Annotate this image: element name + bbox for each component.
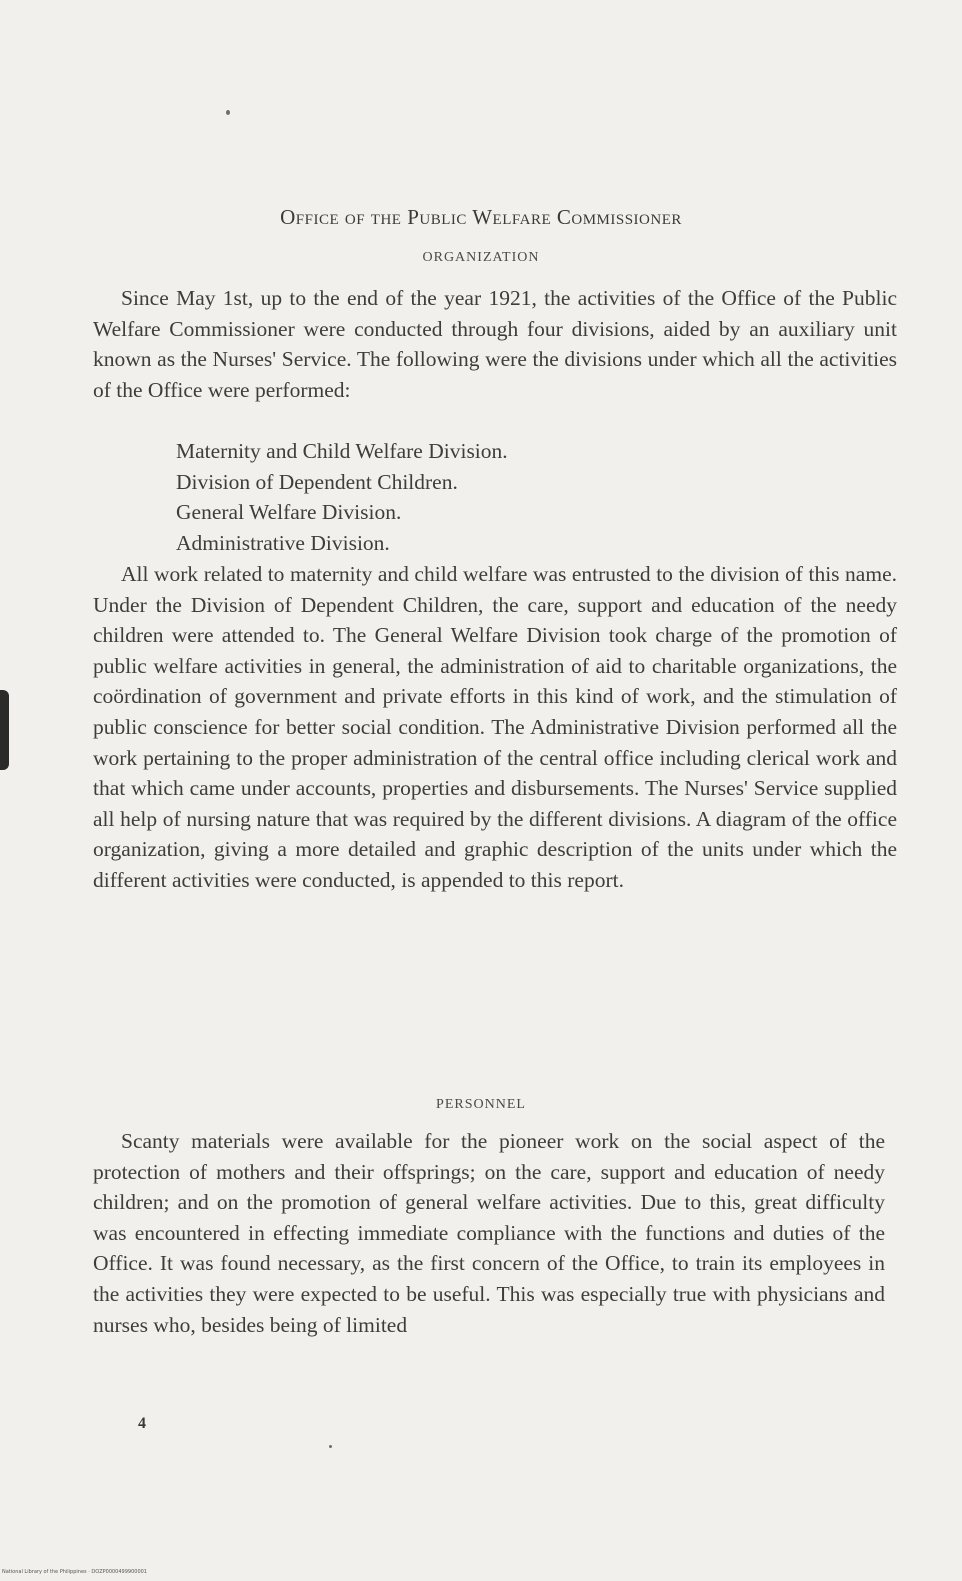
scan-edge-mark bbox=[0, 690, 9, 770]
scan-footer-text: National Library of the Philippines · DOZP0000499900001 bbox=[2, 1569, 147, 1575]
organization-paragraph-1 bbox=[93, 283, 897, 405]
paragraph-text: All work related to maternity and child welfare was entrusted to the division of this name. Under the Division of Dependent Children, the care, support and education of the needy children were attended to. The General Welfare Division took charge of the promotion of public welfare activities in general, the administration of aid to charitable organizations, the coördination of government and private efforts in this kind of work, and the stimulation of public conscience for better social condition. The Administrative Division performed all the work pertaining to the proper administration of the central office including clerical work and that which came under accounts, properties and disbursements. The Nurses' Service supplied all help of nursing nature that was required by the different divisions. A diagram of the office organization, giving a more detailed and graphic description of the units under which the different activities were conducted, is appended to this report. bbox=[93, 562, 897, 892]
scan-speck bbox=[226, 110, 230, 115]
division-item: General Welfare Division. bbox=[176, 500, 402, 525]
paragraph-text: Scanty materials were available for the pioneer work on the social aspect of the protection of mothers and their offsprings; on the care, support and education of needy children; and on the promotion of general welfare activities. Due to this, great difficulty was encountered in effecting immediate compliance with the functions and duties of the Office. It was found necessary, as the first concern of the Office, to train its employees in the activities they were expected to be useful. This was especially true with physicians and nurses who, besides being of limited bbox=[93, 1129, 885, 1337]
paragraph-text: Since May 1st, up to the end of the year 1921, the activities of the Office of the Public Welfare Commissioner were conducted through four divisions, aided by an auxiliary unit known as the Nurses' Service. The following were the divisions under which all the activities of the Office were performed: bbox=[93, 286, 897, 402]
page-number: 4 bbox=[138, 1415, 146, 1432]
division-item: Division of Dependent Children. bbox=[176, 469, 458, 494]
scan-speck bbox=[329, 1445, 332, 1448]
personnel-paragraph-1 bbox=[93, 1126, 885, 1340]
section-heading-personnel: PERSONNEL bbox=[436, 1097, 526, 1112]
organization-paragraph-2 bbox=[93, 559, 897, 896]
section-heading-organization: ORGANIZATION bbox=[422, 250, 540, 265]
division-item: Maternity and Child Welfare Division. bbox=[176, 439, 508, 463]
division-item: Administrative Division. bbox=[176, 530, 390, 555]
document-title: Office of the Public Welfare Commissioner bbox=[280, 205, 682, 229]
division-list bbox=[176, 436, 508, 558]
